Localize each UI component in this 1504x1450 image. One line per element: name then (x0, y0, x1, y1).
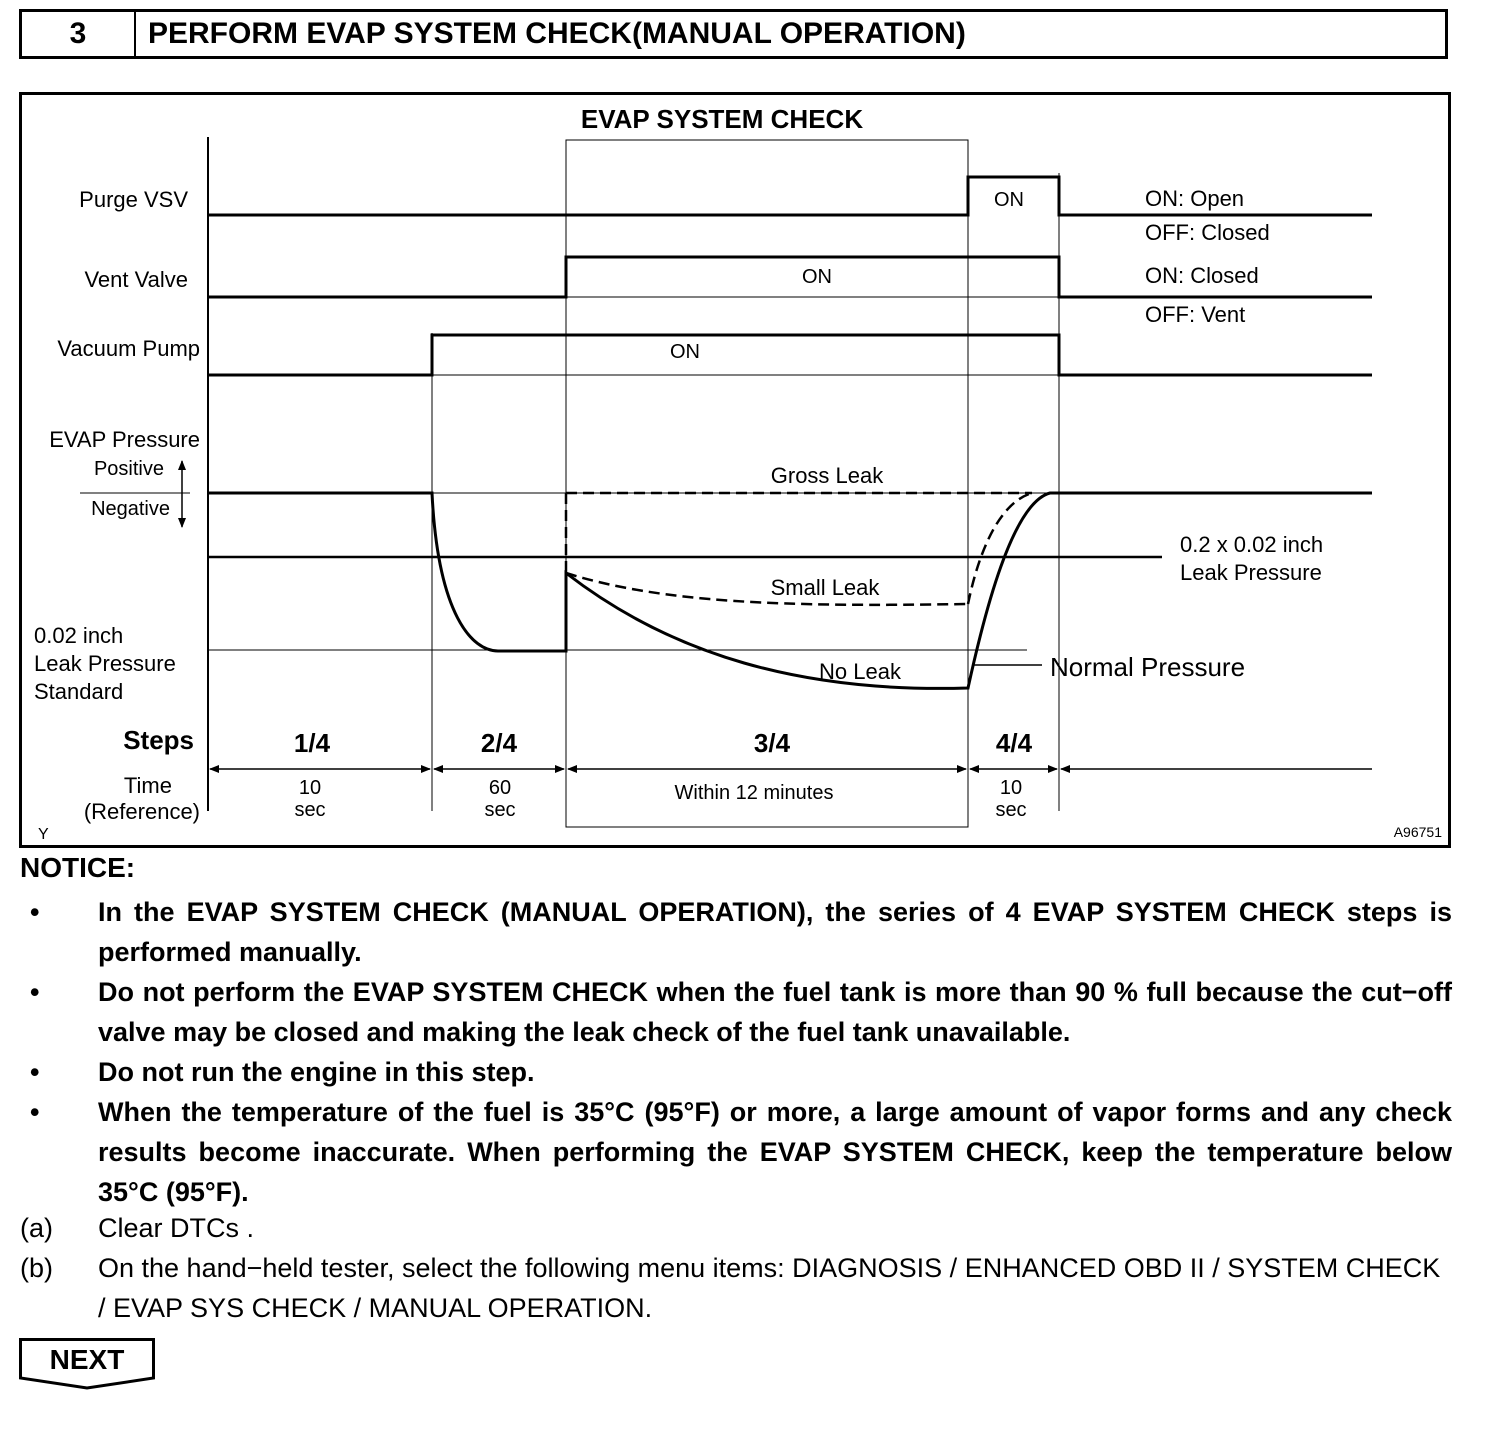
label-purge-vsv: Purge VSV (79, 187, 188, 212)
time-4-value: 10 (999, 777, 1023, 799)
step-1-label: 1/4 (293, 728, 331, 758)
notice-item: • In the EVAP SYSTEM CHECK (MANUAL OPERATION), the series of 4 EVAP SYSTEM CHECK steps is performed manually. (20, 892, 1452, 972)
figure-id: A96751 (1393, 824, 1442, 840)
legend-vent-off: OFF: Vent (1145, 302, 1246, 327)
time-1-value: 10 (298, 777, 322, 799)
vent-on-label: ON (802, 266, 832, 288)
time-label-line2: (Reference) (83, 799, 200, 824)
standard-line2: Leak Pressure (34, 651, 176, 676)
legend-purge-on: ON: Open (1145, 186, 1245, 211)
steps-label: Steps (123, 725, 194, 755)
step-number: 3 (22, 12, 136, 56)
operation-text: Clear DTCs . (98, 1213, 255, 1243)
step-3-label: 3/4 (753, 728, 791, 758)
ref-leak-line2: Leak Pressure (1180, 560, 1322, 585)
standard-line3: Standard (34, 679, 124, 704)
time-1-unit: sec (294, 799, 326, 821)
step-4-label: 4/4 (995, 728, 1033, 758)
gross-leak-label: Gross Leak (770, 463, 884, 488)
label-positive: Positive (93, 458, 164, 480)
next-button[interactable] (19, 1338, 155, 1390)
next-button-label: NEXT (49, 1344, 125, 1375)
notice-item: • Do not run the engine in this step. (20, 1052, 1452, 1092)
step-2-label: 2/4 (480, 728, 518, 758)
step3-window (566, 140, 968, 827)
operation-label: (b) (20, 1253, 53, 1283)
step-header (19, 9, 1448, 59)
operation-list (20, 1208, 1452, 1328)
label-vent-valve: Vent Valve (84, 267, 188, 292)
purge-on-label: ON (994, 189, 1024, 211)
recovery-dashed-curve (968, 493, 1032, 604)
time-label-line1: Time (123, 773, 172, 798)
label-vacuum-pump: Vacuum Pump (57, 336, 200, 361)
pump-on-label: ON (670, 341, 700, 363)
time-2-value: 60 (488, 777, 512, 799)
notice-list (20, 892, 1452, 1212)
ref-leak-line1: 0.2 x 0.02 inch (1180, 532, 1324, 557)
normal-pressure-label: Normal Pressure (1050, 652, 1246, 682)
label-evap-pressure: EVAP Pressure (49, 427, 200, 452)
label-negative: Negative (91, 498, 170, 520)
notice-item: • Do not perform the EVAP SYSTEM CHECK when the fuel tank is more than 90 % full because the cut−off valve may be closed and making the leak check of the fuel tank unavailable. (20, 972, 1452, 1052)
time-3-value: Within 12 minutes (674, 782, 834, 804)
operation-label: (a) (20, 1213, 53, 1243)
no-leak-label: No Leak (819, 659, 901, 684)
notice-item: • When the temperature of the fuel is 35°C (95°F) or more, a large amount of vapor forms and any check results become inaccurate. When performing the EVAP SYSTEM CHECK, keep the temperature below 35°C (95°F). (20, 1092, 1452, 1212)
operation-text: On the hand−held tester, select the following menu items: DIAGNOSIS / ENHANCED OBD II / SYSTEM CHECK / EVAP SYS CHECK / MANUAL OPERATION. (98, 1253, 1441, 1323)
corner-mark: Y (38, 826, 49, 843)
operation-item (20, 1208, 1452, 1248)
legend-purge-off: OFF: Closed (1145, 220, 1270, 245)
small-leak-curve (566, 573, 968, 605)
evap-timing-diagram (19, 92, 1451, 848)
time-2-unit: sec (484, 799, 516, 821)
standard-line1: 0.02 inch (34, 623, 124, 648)
small-leak-label: Small Leak (770, 575, 880, 600)
diagram-title: EVAP SYSTEM CHECK (580, 104, 864, 134)
notice-title: NOTICE: (20, 852, 136, 883)
timing-chart (22, 95, 1448, 845)
operation-item (20, 1248, 1452, 1328)
legend-vent-on: ON: Closed (1145, 263, 1259, 288)
vacuum-pump-signal (208, 335, 1372, 375)
step-title: PERFORM EVAP SYSTEM CHECK(MANUAL OPERATION) (148, 17, 966, 50)
time-4-unit: sec (995, 799, 1027, 821)
